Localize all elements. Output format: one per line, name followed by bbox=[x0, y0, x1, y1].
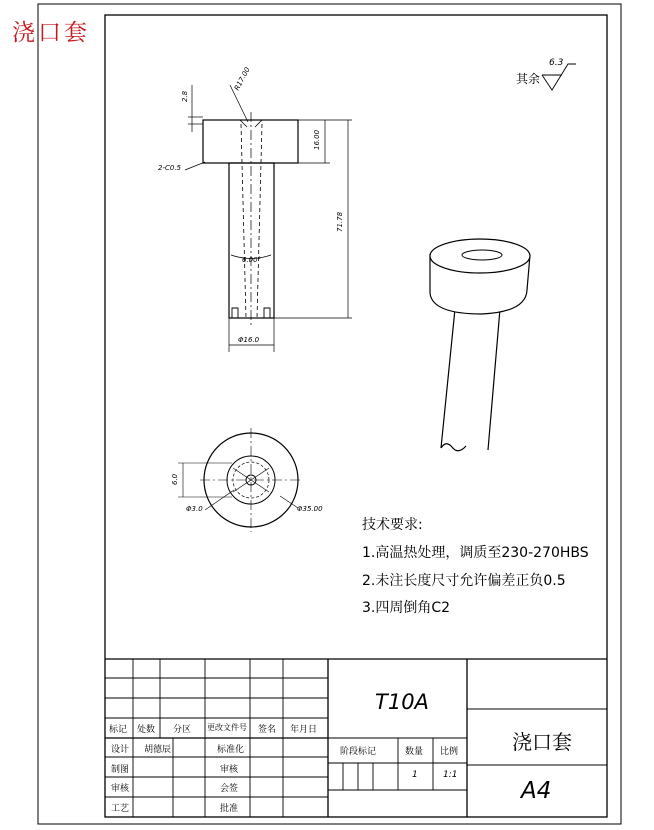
stage-header: 阶段标记 bbox=[340, 747, 377, 757]
tech-req-title: 技术要求: bbox=[362, 517, 423, 533]
header-cell: 标记 bbox=[109, 725, 128, 735]
dim-head-height: 16.00 bbox=[313, 129, 321, 150]
row-label: 审核 bbox=[111, 784, 130, 794]
stage-header: 比例 bbox=[440, 747, 459, 757]
designer-name: 胡德辰 bbox=[144, 745, 172, 755]
tech-req-item: 3.四周倒角C2 bbox=[362, 600, 451, 616]
dim-angle: 6.00° bbox=[242, 256, 262, 264]
quantity-value: 1 bbox=[412, 770, 418, 780]
row-right-label: 审核 bbox=[220, 765, 239, 775]
dim-small-hole: Φ3.0 bbox=[186, 505, 203, 513]
dim-radius: R17.00 bbox=[233, 66, 252, 92]
header-cell: 分区 bbox=[173, 725, 192, 735]
dim-outer-diameter: Φ35.00 bbox=[297, 505, 323, 513]
dim-total-height: 71.78 bbox=[336, 211, 344, 232]
dim-chamfer: 2-C0.5 bbox=[158, 164, 181, 172]
tech-req-item: 1.高温热处理，调质至230-270HBS bbox=[362, 545, 589, 561]
inner-border bbox=[105, 15, 607, 817]
shaft-outline bbox=[229, 163, 274, 318]
row-label: 工艺 bbox=[111, 804, 130, 814]
scale-value: 1:1 bbox=[443, 770, 458, 780]
row-right-label: 批准 bbox=[220, 804, 239, 814]
top-view bbox=[178, 428, 302, 532]
header-cell: 更改文件号 bbox=[207, 723, 247, 732]
head-outline bbox=[203, 120, 298, 163]
roughness-value: 6.3 bbox=[549, 58, 564, 68]
material-label: T10A bbox=[375, 690, 429, 714]
isometric-view bbox=[430, 239, 530, 451]
header-cell: 年月日 bbox=[290, 725, 318, 735]
dim-shaft-diameter: Φ16.0 bbox=[238, 336, 260, 344]
sheet-size: A4 bbox=[521, 778, 552, 804]
outer-border bbox=[38, 4, 621, 824]
tech-req-item: 2.未注长度尺寸允许偏差正负0.5 bbox=[362, 573, 566, 589]
stage-header: 数量 bbox=[405, 747, 424, 757]
roughness-label: 其余 bbox=[516, 72, 541, 86]
row-label: 设计 bbox=[111, 745, 130, 755]
row-label: 制图 bbox=[111, 765, 130, 775]
header-cell: 处数 bbox=[137, 725, 156, 735]
header-cell: 签名 bbox=[258, 725, 277, 735]
part-name: 浇口套 bbox=[512, 730, 572, 754]
row-right-label: 会签 bbox=[220, 784, 239, 794]
corner-title: 浇口套 bbox=[12, 20, 90, 46]
front-dimensions bbox=[185, 85, 352, 352]
dim-top-height: 2.8 bbox=[181, 90, 189, 102]
front-view bbox=[203, 112, 298, 325]
dim-hole-offset: 6.0 bbox=[171, 473, 179, 485]
row-right-label: 标准化 bbox=[217, 745, 245, 755]
